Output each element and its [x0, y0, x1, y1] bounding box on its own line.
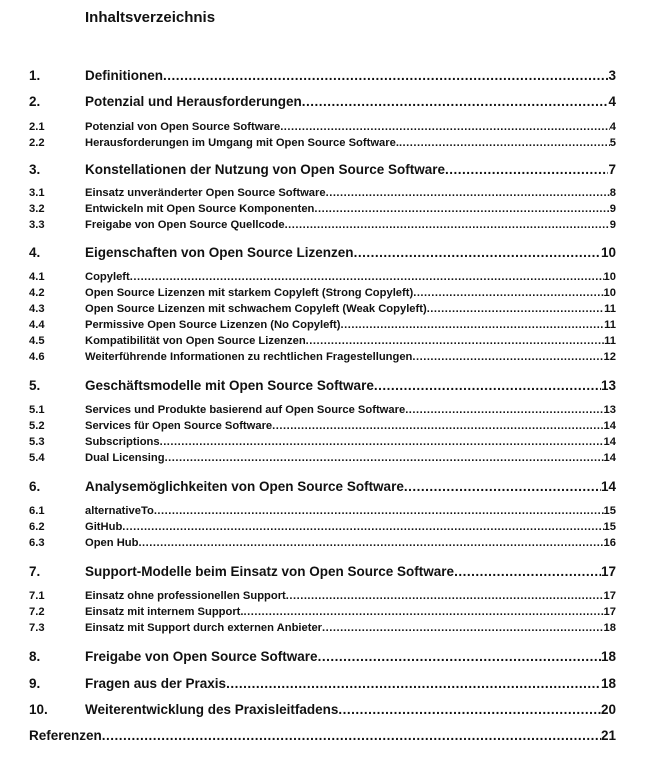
- toc-entry-page: 15: [603, 505, 616, 517]
- toc-entry-title: Freigabe von Open Source Quellcode: [85, 219, 285, 231]
- toc-entry-title: Einsatz mit internem Support.: [85, 606, 244, 618]
- toc-entry-page: 10: [603, 287, 616, 299]
- toc-leader-dots: [454, 564, 601, 579]
- toc-entry[interactable]: [29, 219, 616, 231]
- toc-entry-page: 3: [608, 68, 616, 83]
- toc-entry-number: 8.: [29, 649, 41, 664]
- toc-entry-number: 2.2: [29, 137, 45, 149]
- toc-entry-page: 4: [608, 94, 616, 109]
- toc-leader-dots: [138, 537, 603, 549]
- toc-leader-dots: [354, 245, 601, 260]
- toc-entry[interactable]: [29, 162, 616, 177]
- toc-entry-number: 5.1: [29, 404, 45, 416]
- toc-entry[interactable]: [29, 68, 616, 83]
- toc-entry-page: 12: [603, 351, 616, 363]
- toc-entry[interactable]: [29, 94, 616, 109]
- toc-entry[interactable]: [29, 303, 616, 315]
- toc-leader-dots: [154, 505, 604, 517]
- toc-entry-page: 11: [604, 335, 616, 347]
- toc-entry-number: 5.: [29, 378, 41, 393]
- toc-entry-title: Einsatz unveränderter Open Source Software: [85, 187, 326, 199]
- toc-entry-title: Weiterentwicklung des Praxisleitfadens: [85, 702, 339, 717]
- toc-leader-dots: [130, 271, 604, 283]
- toc-entry-page: 21: [600, 728, 616, 743]
- toc-entry-number: 4.2: [29, 287, 45, 299]
- toc-entry-page: 10: [603, 271, 616, 283]
- toc-entry-page: 17: [603, 606, 616, 618]
- toc-leader-dots: [318, 649, 601, 664]
- toc-entry-number: 3.2: [29, 203, 45, 215]
- toc-entry[interactable]: [29, 137, 616, 149]
- toc-entry-title: Potenzial von Open Source Software: [85, 121, 281, 133]
- toc-leader-dots: [285, 219, 610, 231]
- toc-leader-dots: [427, 303, 604, 315]
- toc-entry-title: Services und Produkte basierend auf Open Source Software: [85, 404, 406, 416]
- toc-entry-title: Services für Open Source Software: [85, 420, 273, 432]
- toc-entry[interactable]: [29, 622, 616, 634]
- toc-entry-title: Einsatz mit Support durch externen Anbieter: [85, 622, 323, 634]
- toc-entry[interactable]: [29, 351, 616, 363]
- toc-entry-number: 6.: [29, 479, 41, 494]
- toc-entry-title: Subscriptions: [85, 436, 160, 448]
- toc-entry-page: 14: [600, 479, 616, 494]
- toc-entry[interactable]: [29, 121, 616, 133]
- toc-entry-page: 5: [609, 137, 616, 149]
- toc-entry-number: 4.: [29, 245, 41, 260]
- toc-entry[interactable]: [29, 420, 616, 432]
- toc-leader-dots: [338, 702, 601, 717]
- toc-entry[interactable]: [29, 521, 616, 533]
- toc-entry-page: 11: [604, 303, 616, 315]
- toc-entry-title: Open Hub: [85, 537, 139, 549]
- toc-entry-page: 8: [609, 187, 616, 199]
- toc-entry-number: 1.: [29, 68, 41, 83]
- toc-entry[interactable]: [29, 436, 616, 448]
- toc-entry-number: 2.1: [29, 121, 45, 133]
- toc-entry-number: 5.2: [29, 420, 45, 432]
- toc-entry-number: 7.1: [29, 590, 45, 602]
- toc-entry-number: 3.: [29, 162, 41, 177]
- toc-leader-dots: [286, 590, 604, 602]
- toc-entry-title: Dual Licensing: [85, 452, 165, 464]
- toc-entry-page: 14: [603, 420, 616, 432]
- toc-entry-page: 9: [609, 219, 616, 231]
- toc-entry-number: 5.3: [29, 436, 45, 448]
- toc-entry-page: 17: [600, 564, 616, 579]
- toc-entry-number: 6.1: [29, 505, 45, 517]
- toc-leader-dots: [404, 479, 601, 494]
- toc-entry[interactable]: [29, 676, 616, 691]
- toc-entry-page: 18: [600, 649, 616, 664]
- toc-entry[interactable]: [29, 271, 616, 283]
- toc-entry[interactable]: [29, 702, 616, 717]
- toc-entry-page: 9: [609, 203, 616, 215]
- toc-entry-title: Entwickeln mit Open Source Komponenten: [85, 203, 315, 215]
- toc-entry-title: GitHub: [85, 521, 123, 533]
- toc-entry-title: Permissive Open Source Lizenzen (No Copyleft): [85, 319, 341, 331]
- toc-entry[interactable]: [29, 452, 616, 464]
- toc-entry-number: 6.2: [29, 521, 45, 533]
- toc-entry-title: Weiterführende Informationen zu rechtlichen Fragestellungen: [85, 351, 413, 363]
- toc-entry-title: Fragen aus der Praxis: [85, 676, 227, 691]
- toc-entry-page: 15: [603, 521, 616, 533]
- toc-entry-number: 5.4: [29, 452, 45, 464]
- toc-entry-page: 18: [603, 622, 616, 634]
- toc-entry-title: Einsatz ohne professionellen Support: [85, 590, 286, 602]
- toc-leader-dots: [341, 319, 605, 331]
- toc-entry-number: 10.: [29, 702, 48, 717]
- toc-entry-title: Definitionen: [85, 68, 163, 83]
- toc-entry-page: 14: [603, 452, 616, 464]
- toc-entry[interactable]: [29, 319, 616, 331]
- toc-entry-page: 17: [603, 590, 616, 602]
- toc-entry[interactable]: [29, 287, 616, 299]
- toc-entry-number: 9.: [29, 676, 41, 691]
- toc-entry-title: Analysemöglichkeiten von Open Source Software: [85, 479, 404, 494]
- toc-leader-dots: [412, 351, 603, 363]
- toc-entry-title: Geschäftsmodelle mit Open Source Software: [85, 378, 374, 393]
- toc-entry-page: 13: [603, 404, 616, 416]
- toc-entry[interactable]: [29, 335, 616, 347]
- toc-title: Inhaltsverzeichnis: [85, 9, 216, 26]
- toc-entry-page: 14: [603, 436, 616, 448]
- toc-leader-dots: [302, 94, 609, 109]
- toc-entry-title: Support-Modelle beim Einsatz von Open Source Software: [85, 564, 455, 579]
- toc-entry-number: 4.4: [29, 319, 45, 331]
- toc-entry[interactable]: [29, 203, 616, 215]
- toc-leader-dots: [272, 420, 603, 432]
- toc-leader-dots: [399, 137, 610, 149]
- toc-leader-dots: [306, 335, 605, 347]
- toc-leader-dots: [280, 121, 610, 133]
- toc-entry-title: Open Source Lizenzen mit schwachem Copyleft (Weak Copyleft): [85, 303, 427, 315]
- toc-entry[interactable]: [29, 245, 616, 260]
- toc-entry-number: 2.: [29, 94, 41, 109]
- toc-entry[interactable]: [29, 590, 616, 602]
- toc-leader-dots: [405, 404, 603, 416]
- toc-entry-title: Eigenschaften von Open Source Lizenzen: [85, 245, 354, 260]
- toc-entry-number: 4.1: [29, 271, 45, 283]
- toc-entry[interactable]: [29, 606, 616, 618]
- toc-entry-references[interactable]: [29, 728, 616, 743]
- toc-leader-dots: [374, 378, 601, 393]
- toc-entry-number: 7.: [29, 564, 41, 579]
- toc-leader-dots: [445, 162, 608, 177]
- toc-entry-page: 16: [603, 537, 616, 549]
- toc-entry[interactable]: [29, 505, 616, 517]
- toc-leader-dots: [326, 187, 610, 199]
- toc-entry-title: Freigabe von Open Source Software: [85, 649, 318, 664]
- toc-leader-dots: [102, 728, 601, 743]
- toc-entry-number: 4.5: [29, 335, 45, 347]
- toc-leader-dots: [226, 676, 601, 691]
- toc-leader-dots: [165, 452, 604, 464]
- toc-leader-dots: [413, 287, 603, 299]
- toc-leader-dots: [314, 203, 609, 215]
- toc-entry[interactable]: [29, 649, 616, 664]
- toc-entry[interactable]: [29, 564, 616, 579]
- toc-entry-number: 4.3: [29, 303, 45, 315]
- toc-entry-page: 10: [600, 245, 616, 260]
- toc-leader-dots: [160, 436, 604, 448]
- toc-entry-page: 7: [608, 162, 616, 177]
- toc-entry-title: Herausforderungen im Umgang mit Open Source Software.: [85, 137, 399, 149]
- toc-entry-number: 4.6: [29, 351, 45, 363]
- toc-entry-number: 6.3: [29, 537, 45, 549]
- toc-entry-title: alternativeTo: [85, 505, 154, 517]
- toc-leader-dots: [122, 521, 603, 533]
- toc-leader-dots: [163, 68, 608, 83]
- toc-entry-page: 13: [600, 378, 616, 393]
- toc-entry-title: Konstellationen der Nutzung von Open Source Software: [85, 162, 446, 177]
- toc-leader-dots: [322, 622, 604, 634]
- toc-entry[interactable]: [29, 378, 616, 393]
- toc-entry-title: Kompatibilität von Open Source Lizenzen: [85, 335, 306, 347]
- toc-entry-page: 18: [600, 676, 616, 691]
- toc-entry-number: 7.3: [29, 622, 45, 634]
- toc-leader-dots: [244, 606, 604, 618]
- toc-entry-title: Copyleft: [85, 271, 130, 283]
- toc-entry[interactable]: [29, 479, 616, 494]
- toc-entry-number: 3.1: [29, 187, 45, 199]
- toc-entry-page: 4: [609, 121, 616, 133]
- toc-entry-page: 11: [604, 319, 616, 331]
- toc-entry[interactable]: [29, 187, 616, 199]
- toc-entry-number: 3.3: [29, 219, 45, 231]
- toc-entry-title: Potenzial und Herausforderungen: [85, 94, 302, 109]
- toc-entry[interactable]: [29, 404, 616, 416]
- toc-entry-title: Referenzen: [29, 728, 102, 743]
- toc-entry-title: Open Source Lizenzen mit starkem Copyleft (Strong Copyleft): [85, 287, 414, 299]
- toc-entry-number: 7.2: [29, 606, 45, 618]
- toc-entry[interactable]: [29, 537, 616, 549]
- toc-entry-page: 20: [600, 702, 616, 717]
